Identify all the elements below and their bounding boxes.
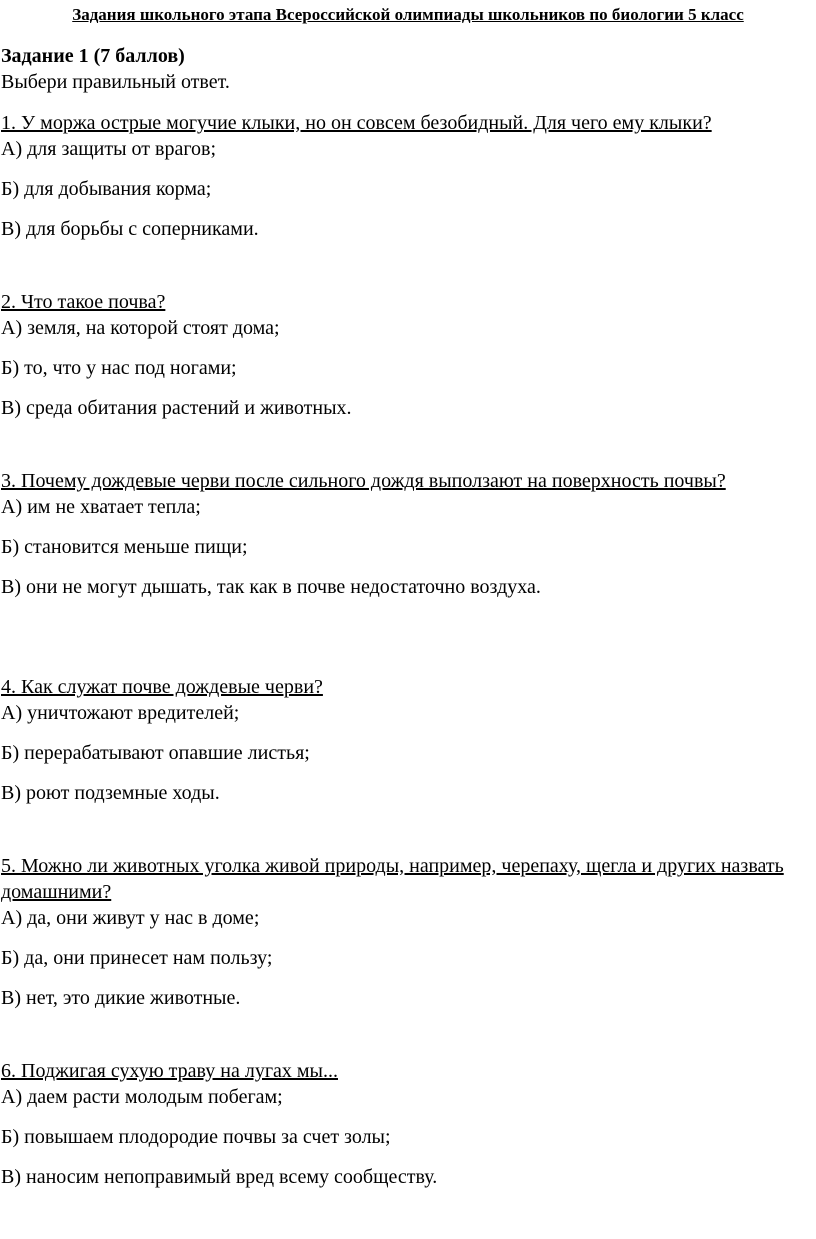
question-2-text: 2. Что такое почва? (1, 291, 166, 313)
question-4-option-b: Б) перерабатывают опавшие листья; (1, 742, 310, 764)
question-2 (1, 289, 811, 421)
question-5-text: 5. Можно ли животных уголка живой природы, например, черепаху, щегла и других назвать домашними? (1, 855, 784, 903)
question-4-option-c: В) роют подземные ходы. (1, 782, 220, 804)
question-6-option-b: Б) повышаем плодородие почвы за счет золы; (1, 1126, 391, 1148)
question-4-text: 4. Как служат почве дождевые черви? (1, 676, 323, 698)
question-2-option-b: Б) то, что у нас под ногами; (1, 357, 237, 379)
question-5-option-b: Б) да, они принесет нам пользу; (1, 947, 273, 969)
question-5-option-a: А) да, они живут у нас в доме; (1, 907, 260, 929)
question-3 (1, 468, 811, 600)
question-2-option-a: А) земля, на которой стоят дома; (1, 317, 280, 339)
question-1-text: 1. У моржа острые могучие клыки, но он совсем безобидный. Для чего ему клыки? (1, 112, 712, 134)
question-1-option-a: А) для защиты от врагов; (1, 138, 217, 160)
question-1-option-b: Б) для добывания корма; (1, 178, 212, 200)
question-5-option-c: В) нет, это дикие животные. (1, 987, 241, 1009)
question-6-text: 6. Поджигая сухую траву на лугах мы... (1, 1060, 338, 1082)
question-2-option-c: В) среда обитания растений и животных. (1, 397, 352, 419)
question-4 (1, 674, 811, 806)
question-1 (1, 110, 811, 242)
document-header: Задания школьного этапа Всероссийской олимпиады школьников по биологии 5 класс (72, 5, 744, 24)
question-3-option-c: В) они не могут дышать, так как в почве недостаточно воздуха. (1, 576, 541, 598)
question-4-option-a: А) уничтожают вредителей; (1, 702, 240, 724)
question-3-option-a: А) им не хватает тепла; (1, 496, 201, 518)
question-6-option-a: А) даем расти молодым побегам; (1, 1086, 283, 1108)
question-6 (1, 1058, 811, 1190)
question-6-option-c: В) наносим непоправимый вред всему сообществу. (1, 1166, 438, 1188)
question-3-text: 3. Почему дождевые черви после сильного дождя выползают на поверхность почвы? (1, 470, 726, 492)
question-5 (1, 853, 811, 1011)
question-3-option-b: Б) становится меньше пищи; (1, 536, 248, 558)
task-instruction: Выбери правильный ответ. (1, 71, 230, 93)
question-1-option-c: В) для борьбы с соперниками. (1, 218, 259, 240)
task-title: Задание 1 (7 баллов) (1, 45, 185, 67)
